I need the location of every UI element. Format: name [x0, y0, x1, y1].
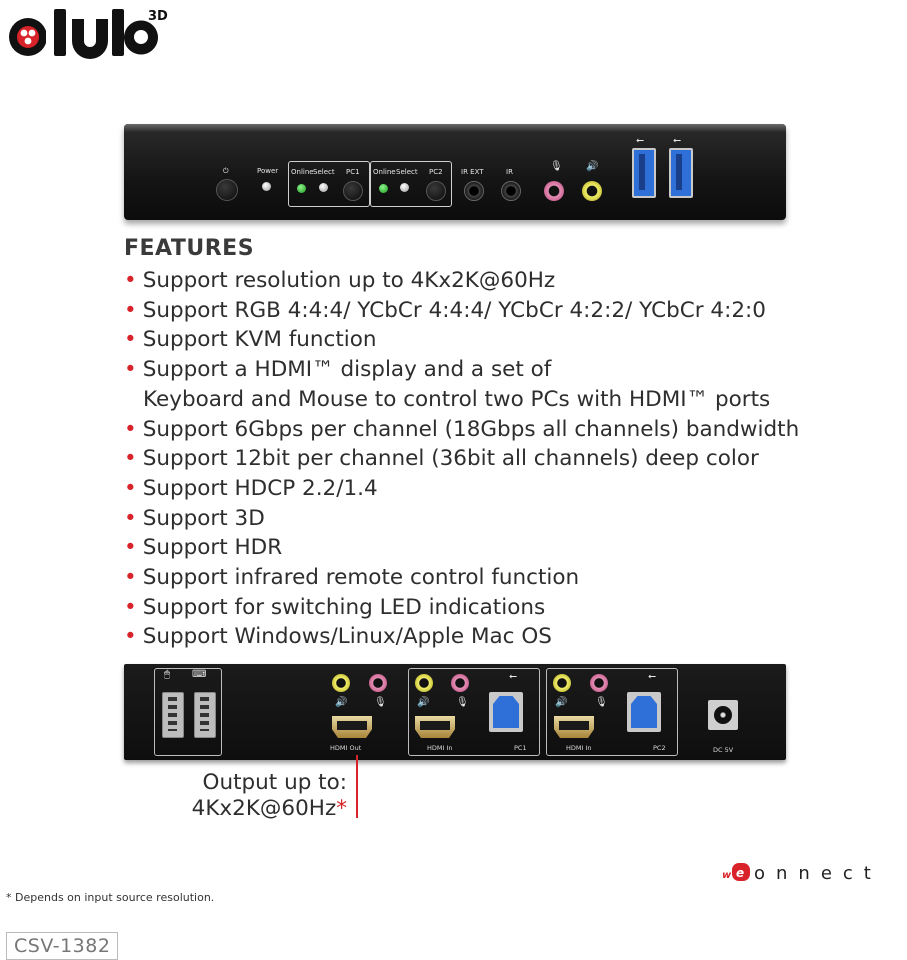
pc2-label: PC2	[429, 168, 443, 176]
select-led-1	[319, 183, 328, 192]
bullet-icon: •	[124, 594, 137, 620]
online-label-2: Online	[373, 168, 396, 176]
features-heading: FEATURES	[124, 236, 255, 261]
hdmi-in-label-2: HDMI In	[566, 744, 592, 752]
front-panel-photo	[124, 124, 786, 220]
output-pointer-line	[356, 755, 358, 818]
online-label-1: Online	[291, 168, 314, 176]
audio-jack	[582, 181, 602, 201]
features-list	[124, 266, 799, 652]
ir-sensor	[501, 181, 521, 201]
hdmi-in-port-2	[554, 716, 594, 738]
pc2-audio-jack	[553, 674, 571, 692]
logo-superscript: 3D	[148, 9, 168, 24]
feature-item: • Support Windows/Linux/Apple Mac OS	[124, 624, 552, 650]
online-led-2	[379, 184, 388, 193]
bullet-icon: •	[124, 624, 137, 650]
feature-item: • Support for switching LED indications	[124, 594, 546, 620]
svg-text:e: e	[736, 866, 745, 880]
pc1-button	[343, 181, 363, 201]
microphone-icon: 🎙	[550, 161, 563, 172]
bullet-icon: •	[124, 416, 137, 442]
rear-usb-keyboard-port	[194, 692, 216, 738]
hdmi-out-port	[332, 716, 372, 738]
front-usb-port-2	[669, 148, 693, 198]
feature-item: • Support a HDMI™ display and a set of Keyboard and Mouse to control two PCs with HDMI™ ports	[124, 355, 799, 414]
pc2-mic-jack	[590, 674, 608, 692]
pc1-usb-b-port	[489, 692, 523, 732]
feature-item: • Support RGB 4:4:4/ YCbCr 4:4:4/ YCbCr 4:2:2/ YCbCr 4:2:0	[124, 297, 766, 323]
select-label-2: Select	[396, 168, 418, 176]
pc1-label: PC1	[346, 168, 360, 176]
ir-ext-jack	[464, 181, 484, 201]
feature-item: • Support KVM function	[124, 327, 377, 353]
product-sku: CSV-1382	[6, 932, 118, 960]
bullet-icon: •	[124, 446, 137, 472]
ir-label: IR	[506, 168, 513, 176]
power-led	[262, 182, 271, 191]
dc-power-jack	[708, 700, 738, 730]
feature-item: • Support resolution up to 4Kx2K@60Hz	[124, 268, 556, 293]
bullet-icon: •	[124, 475, 137, 501]
pc1-mic-jack	[451, 674, 469, 692]
pc1-audio-jack	[415, 674, 433, 692]
pc2-usb-b-port	[627, 692, 661, 732]
weconnect-logo	[722, 860, 902, 884]
mic-jack	[544, 181, 564, 201]
rear-panel-photo	[124, 664, 786, 760]
footnote: * Depends on input source resolution.	[6, 891, 215, 904]
svg-text:w: w	[722, 870, 732, 881]
mouse-icon: 🖱	[164, 669, 170, 680]
output-note-line2: 4Kx2K@60Hz*	[191, 796, 347, 821]
feature-item: • Support 6Gbps per channel (18Gbps all channels) bandwidth	[124, 416, 800, 442]
hdmi-in-port-1	[415, 716, 455, 738]
microphone-icon: 🎙	[456, 697, 469, 708]
keyboard-icon: ⌨	[192, 669, 207, 680]
hdmi-in-label-1: HDMI In	[427, 744, 453, 752]
usb-icon: ⭠	[509, 671, 517, 682]
front-usb-port-1	[632, 148, 656, 198]
bullet-icon: •	[124, 535, 137, 561]
bullet-icon: •	[124, 327, 137, 353]
rear-audio-jack-out	[332, 674, 350, 692]
hdmi-out-label: HDMI Out	[330, 744, 362, 752]
pc2-button	[426, 181, 446, 201]
feature-item-continuation: Keyboard and Mouse to control two PCs with HDMI™ ports	[143, 386, 771, 412]
bullet-icon: •	[124, 505, 137, 531]
rear-usb-mouse-port	[162, 692, 184, 738]
dc-label: DC 5V	[713, 746, 734, 754]
select-label-1: Select	[313, 168, 335, 176]
power-symbol-icon: ⏻	[223, 167, 229, 175]
weconnect-text: onnect	[754, 863, 882, 884]
usb-icon: ⭠	[648, 671, 656, 682]
online-led-1	[297, 184, 306, 193]
ir-ext-label: IR EXT	[461, 168, 484, 176]
bullet-icon: •	[124, 268, 137, 293]
speaker-icon: 🔊	[335, 697, 348, 708]
speaker-icon: 🔊	[586, 161, 599, 172]
bullet-icon: •	[124, 297, 137, 323]
rear-mic-jack-out	[369, 674, 387, 692]
output-note	[192, 770, 347, 822]
club3d-logo	[6, 4, 176, 64]
front-panel-rim	[124, 124, 786, 132]
feature-item: • Support infrared remote control function	[124, 565, 580, 591]
bullet-icon: •	[124, 565, 137, 591]
microphone-icon: 🎙	[374, 697, 387, 708]
bullet-icon: •	[124, 357, 137, 383]
feature-item: • Support HDR	[124, 535, 283, 561]
power-label: Power	[257, 167, 279, 175]
usb-icon: ⭠	[673, 135, 681, 146]
asterisk-marker: *	[336, 796, 347, 821]
pc1-rear-label: PC1	[514, 744, 527, 752]
speaker-icon: 🔊	[555, 697, 568, 708]
speaker-icon: 🔊	[417, 697, 430, 708]
output-note-line1: Output up to:	[202, 770, 347, 795]
feature-item: • Support HDCP 2.2/1.4	[124, 475, 378, 501]
power-button	[216, 179, 238, 201]
microphone-icon: 🎙	[595, 697, 608, 708]
feature-item: • Support 3D	[124, 505, 265, 531]
pc2-rear-label: PC2	[653, 744, 666, 752]
feature-item: • Support 12bit per channel (36bit all channels) deep color	[124, 446, 759, 472]
select-led-2	[400, 183, 409, 192]
usb-icon: ⭠	[636, 135, 644, 146]
